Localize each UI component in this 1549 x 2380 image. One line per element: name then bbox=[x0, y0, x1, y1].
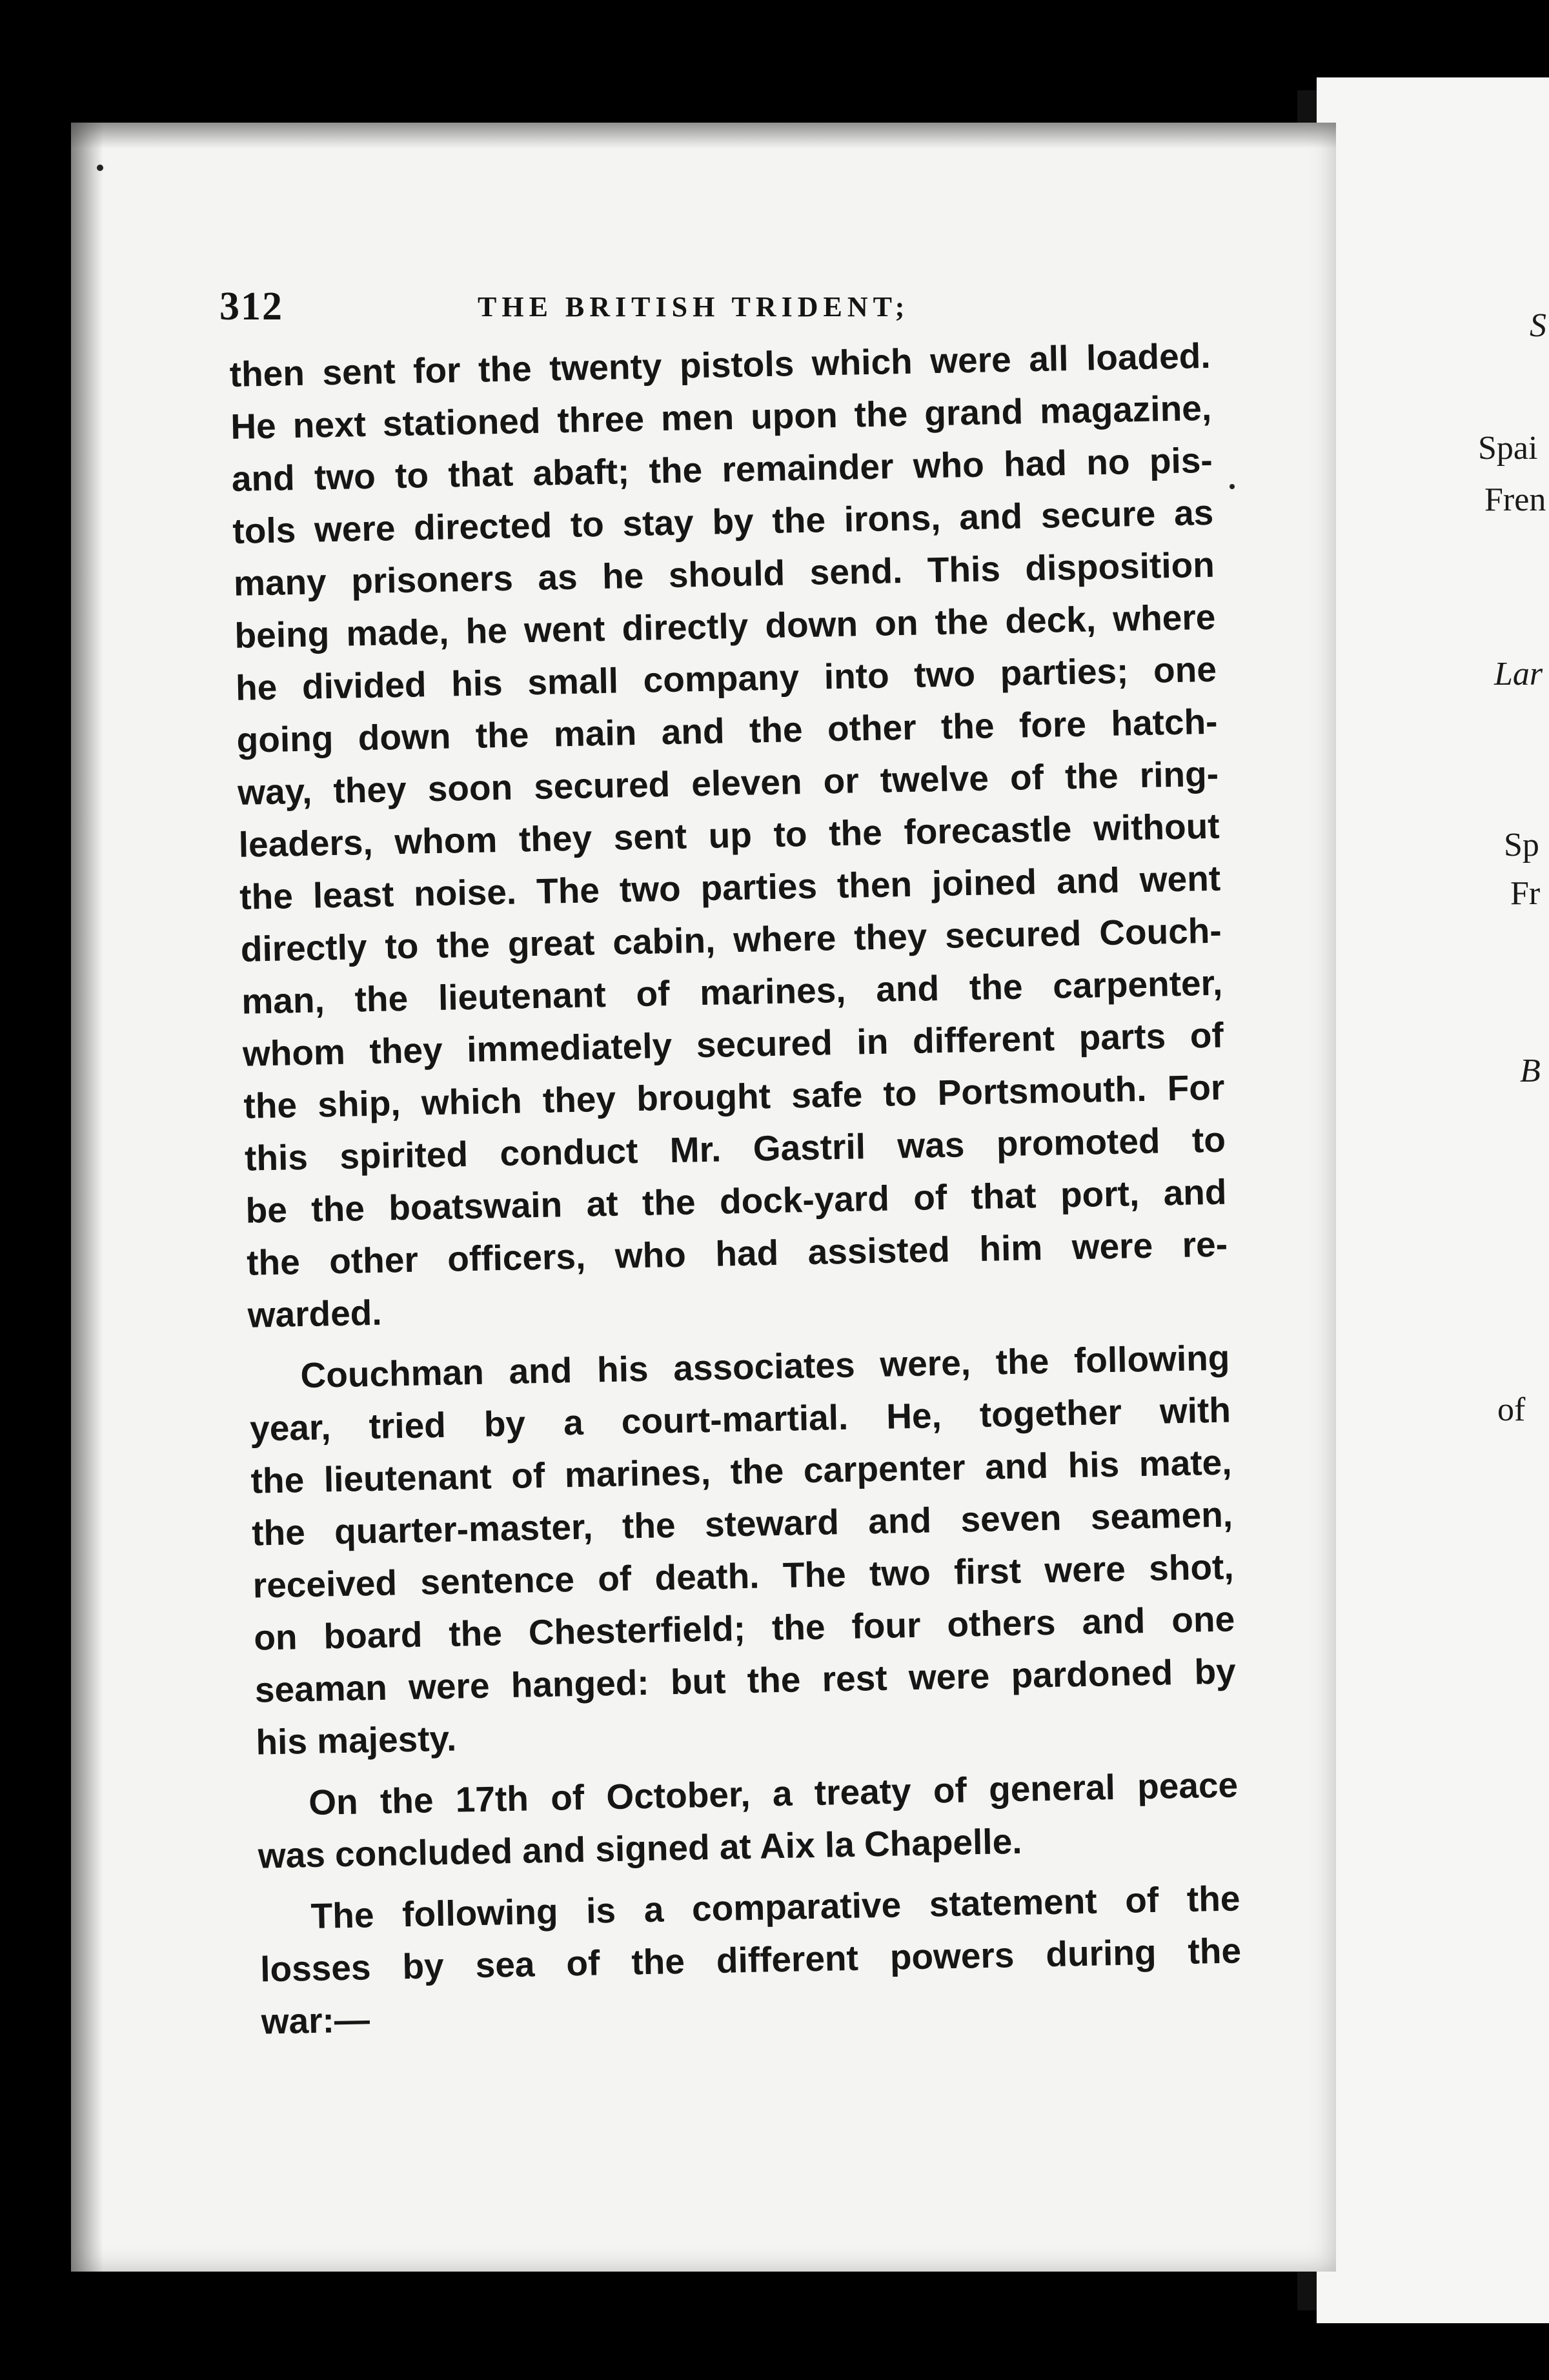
text-line: and two to that abaft; the remainder who had no pis- bbox=[231, 439, 1213, 499]
text-line: He next stationed three men upon the grand magazine, bbox=[230, 387, 1212, 447]
text-line: directly to the great cabin, where they secured Couch- bbox=[240, 910, 1222, 969]
right-fragment-3: Fren bbox=[1484, 481, 1546, 518]
right-fragment-6: Fr bbox=[1510, 875, 1541, 912]
ink-speck bbox=[1230, 484, 1235, 489]
text-line: man, the lieutenant of marines, and the carpenter, bbox=[241, 962, 1223, 1022]
text-line: the lieutenant of marines, the carpenter and his mate, bbox=[250, 1442, 1233, 1501]
ink-speck bbox=[97, 165, 103, 171]
text-line: the quarter-master, the steward and seven seamen, bbox=[251, 1494, 1233, 1553]
text-line: On the 17th of October, a treaty of general peace bbox=[308, 1764, 1239, 1823]
text-line: The following is a comparative statement of the bbox=[310, 1878, 1240, 1937]
text-line: going down the main and the other the fore hatch- bbox=[236, 701, 1218, 760]
text-line: war:— bbox=[261, 1999, 370, 2042]
text-line: he divided his small company into two parties; one bbox=[235, 649, 1217, 708]
text-line: received sentence of death. The two first were shot, bbox=[252, 1546, 1235, 1606]
right-fragment-2: Spai bbox=[1478, 430, 1538, 467]
page-top-shadow bbox=[71, 123, 1336, 148]
text-line: being made, he went directly down on the deck, where bbox=[234, 596, 1216, 656]
text-line: leaders, whom they sent up to the forecastle without bbox=[238, 805, 1220, 865]
right-page bbox=[1317, 77, 1549, 2323]
text-line: many prisoners as he should send. This disposition bbox=[233, 544, 1215, 603]
text-line: seaman were hanged: but the rest were pardoned by bbox=[254, 1651, 1237, 1710]
running-title: THE BRITISH TRIDENT; bbox=[478, 291, 910, 323]
right-fragment-7: B bbox=[1520, 1053, 1541, 1089]
right-fragment-5: Sp bbox=[1504, 827, 1539, 863]
text-line: then sent for the twenty pistols which were all loaded. bbox=[229, 335, 1211, 394]
right-fragment-1: S bbox=[1530, 307, 1546, 344]
running-head bbox=[219, 284, 1226, 336]
text-line: the least noise. The two parties then joined and went bbox=[239, 858, 1221, 917]
text-line: this spirited conduct Mr. Gastril was promoted to bbox=[244, 1119, 1226, 1178]
page-number: 312 bbox=[219, 285, 283, 328]
text-line: warded. bbox=[247, 1292, 383, 1335]
text-line: on board the Chesterfield; the four others and one bbox=[253, 1598, 1235, 1658]
text-line: Couchman and his associates were, the following bbox=[299, 1337, 1230, 1396]
text-line: his majesty. bbox=[255, 1718, 457, 1762]
text-line: was concluded and signed at Aix la Chapelle. bbox=[258, 1820, 1023, 1876]
page-edge-shadow bbox=[71, 123, 103, 2272]
text-line: way, they soon secured eleven or twelve of the ring- bbox=[237, 753, 1219, 812]
text-line: the other officers, who had assisted him were re- bbox=[246, 1224, 1228, 1283]
body-text bbox=[229, 330, 1242, 2048]
text-line: year, tried by a court-martial. He, together with bbox=[249, 1389, 1231, 1449]
right-fragment-4: Lar bbox=[1494, 656, 1543, 692]
text-line: tols were directed to stay by the irons, and secure as bbox=[232, 492, 1214, 551]
right-fragment-8: of bbox=[1497, 1391, 1526, 1428]
text-line: be the boatswain at the dock-yard of that port, and bbox=[245, 1171, 1227, 1231]
text-line: whom they immediately secured in different parts of bbox=[242, 1014, 1224, 1074]
text-line: losses by sea of the different powers during the bbox=[259, 1930, 1242, 1990]
text-line: the ship, which they brought safe to Portsmouth. For bbox=[243, 1067, 1225, 1126]
